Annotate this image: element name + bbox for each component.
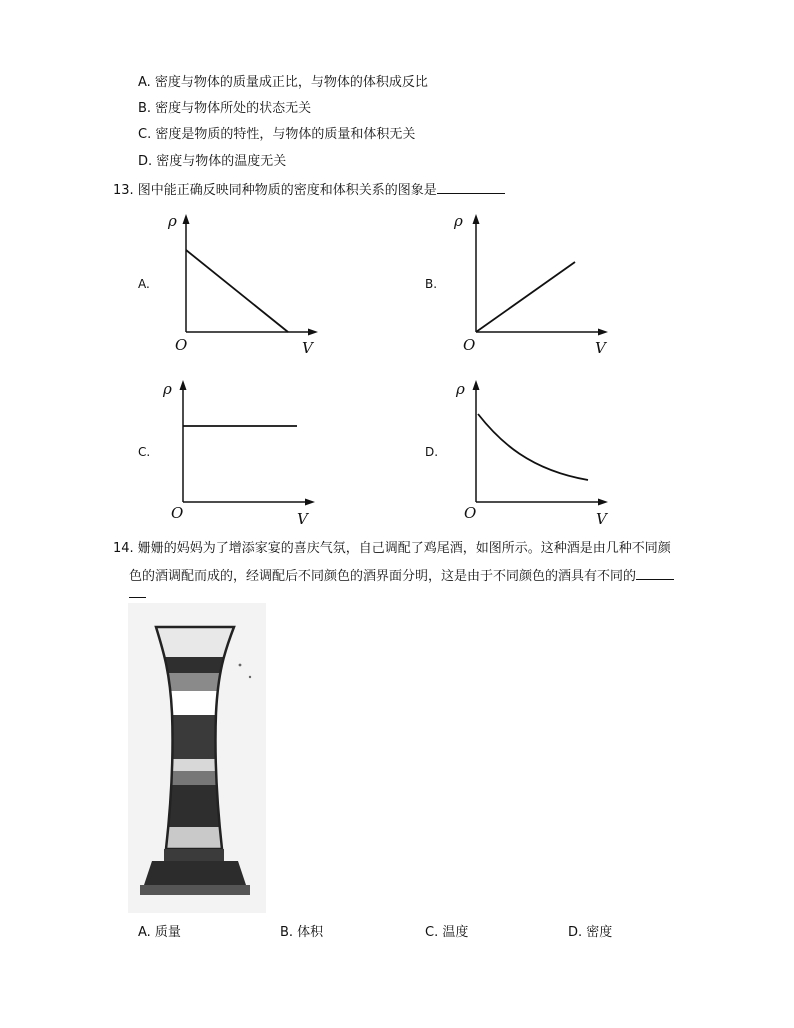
x-axis-arrow-icon — [598, 329, 608, 336]
q12-option-c: C. 密度是物质的特性，与物体的质量和体积无关 — [138, 127, 416, 142]
q14-option-a: A. 质量 — [138, 925, 181, 940]
y-axis-arrow-icon — [473, 214, 480, 224]
glass-foot — [140, 885, 250, 895]
speck — [239, 664, 242, 667]
q13-stem — [113, 180, 505, 200]
x-axis-arrow-icon — [308, 329, 318, 336]
origin-label: O — [175, 336, 188, 354]
q14-option-b: B. 体积 — [280, 925, 324, 940]
graph-d-label: D. — [425, 445, 439, 459]
x-axis-label: V — [595, 339, 606, 357]
glass-stem — [164, 849, 224, 861]
x-axis-label: V — [596, 510, 607, 528]
graph-b-curve — [476, 262, 575, 332]
speck — [249, 676, 251, 678]
origin-label: O — [464, 504, 477, 522]
cocktail-glass-photo — [128, 603, 266, 913]
y-axis-arrow-icon — [180, 380, 187, 390]
answer-blank — [636, 566, 674, 580]
graph-d-curve — [478, 414, 588, 480]
x-axis-arrow-icon — [305, 499, 315, 506]
y-axis-arrow-icon — [473, 380, 480, 390]
graph-c — [157, 372, 327, 532]
q14-stem-line2 — [129, 566, 674, 586]
q13-stem-text: 13. 图中能正确反映同种物质的密度和体积关系的图象是 — [113, 183, 437, 198]
graph-c-label: C. — [138, 445, 151, 459]
graph-b-label: B. — [425, 277, 438, 291]
y-axis-label: ρ — [168, 212, 177, 230]
graph-a — [160, 200, 330, 360]
q12-option-b: B. 密度与物体所处的状态无关 — [138, 101, 312, 116]
graph-d — [450, 372, 620, 532]
origin-label: O — [171, 504, 184, 522]
glass-base — [144, 861, 246, 885]
x-axis-arrow-icon — [598, 499, 608, 506]
graph-a-curve — [186, 250, 288, 332]
answer-blank — [437, 180, 505, 194]
graph-b — [450, 200, 620, 360]
y-axis-label: ρ — [456, 380, 465, 398]
q14-stem-line1: 14. 姗姗的妈妈为了增添家宴的喜庆气氛，自己调配了鸡尾酒，如图所示。这种酒是由几种不同颜 — [113, 541, 671, 556]
y-axis-label: ρ — [163, 380, 172, 398]
q14-option-d: D. 密度 — [568, 925, 613, 940]
y-axis-arrow-icon — [183, 214, 190, 224]
q14-stem-line2-text: 色的酒调配而成的，经调配后不同颜色的酒界面分明，这是由于不同颜色的酒具有不同的 — [129, 569, 637, 584]
graph-a-label: A. — [138, 277, 150, 291]
x-axis-label: V — [302, 339, 313, 357]
origin-label: O — [463, 336, 476, 354]
q12-option-d: D. 密度与物体的温度无关 — [138, 154, 287, 169]
x-axis-label: V — [297, 510, 308, 528]
y-axis-label: ρ — [454, 212, 463, 230]
answer-blank-continued — [129, 597, 146, 598]
q12-option-a: A. 密度与物体的质量成正比，与物体的体积成反比 — [138, 75, 428, 90]
q14-option-c: C. 温度 — [425, 925, 469, 940]
